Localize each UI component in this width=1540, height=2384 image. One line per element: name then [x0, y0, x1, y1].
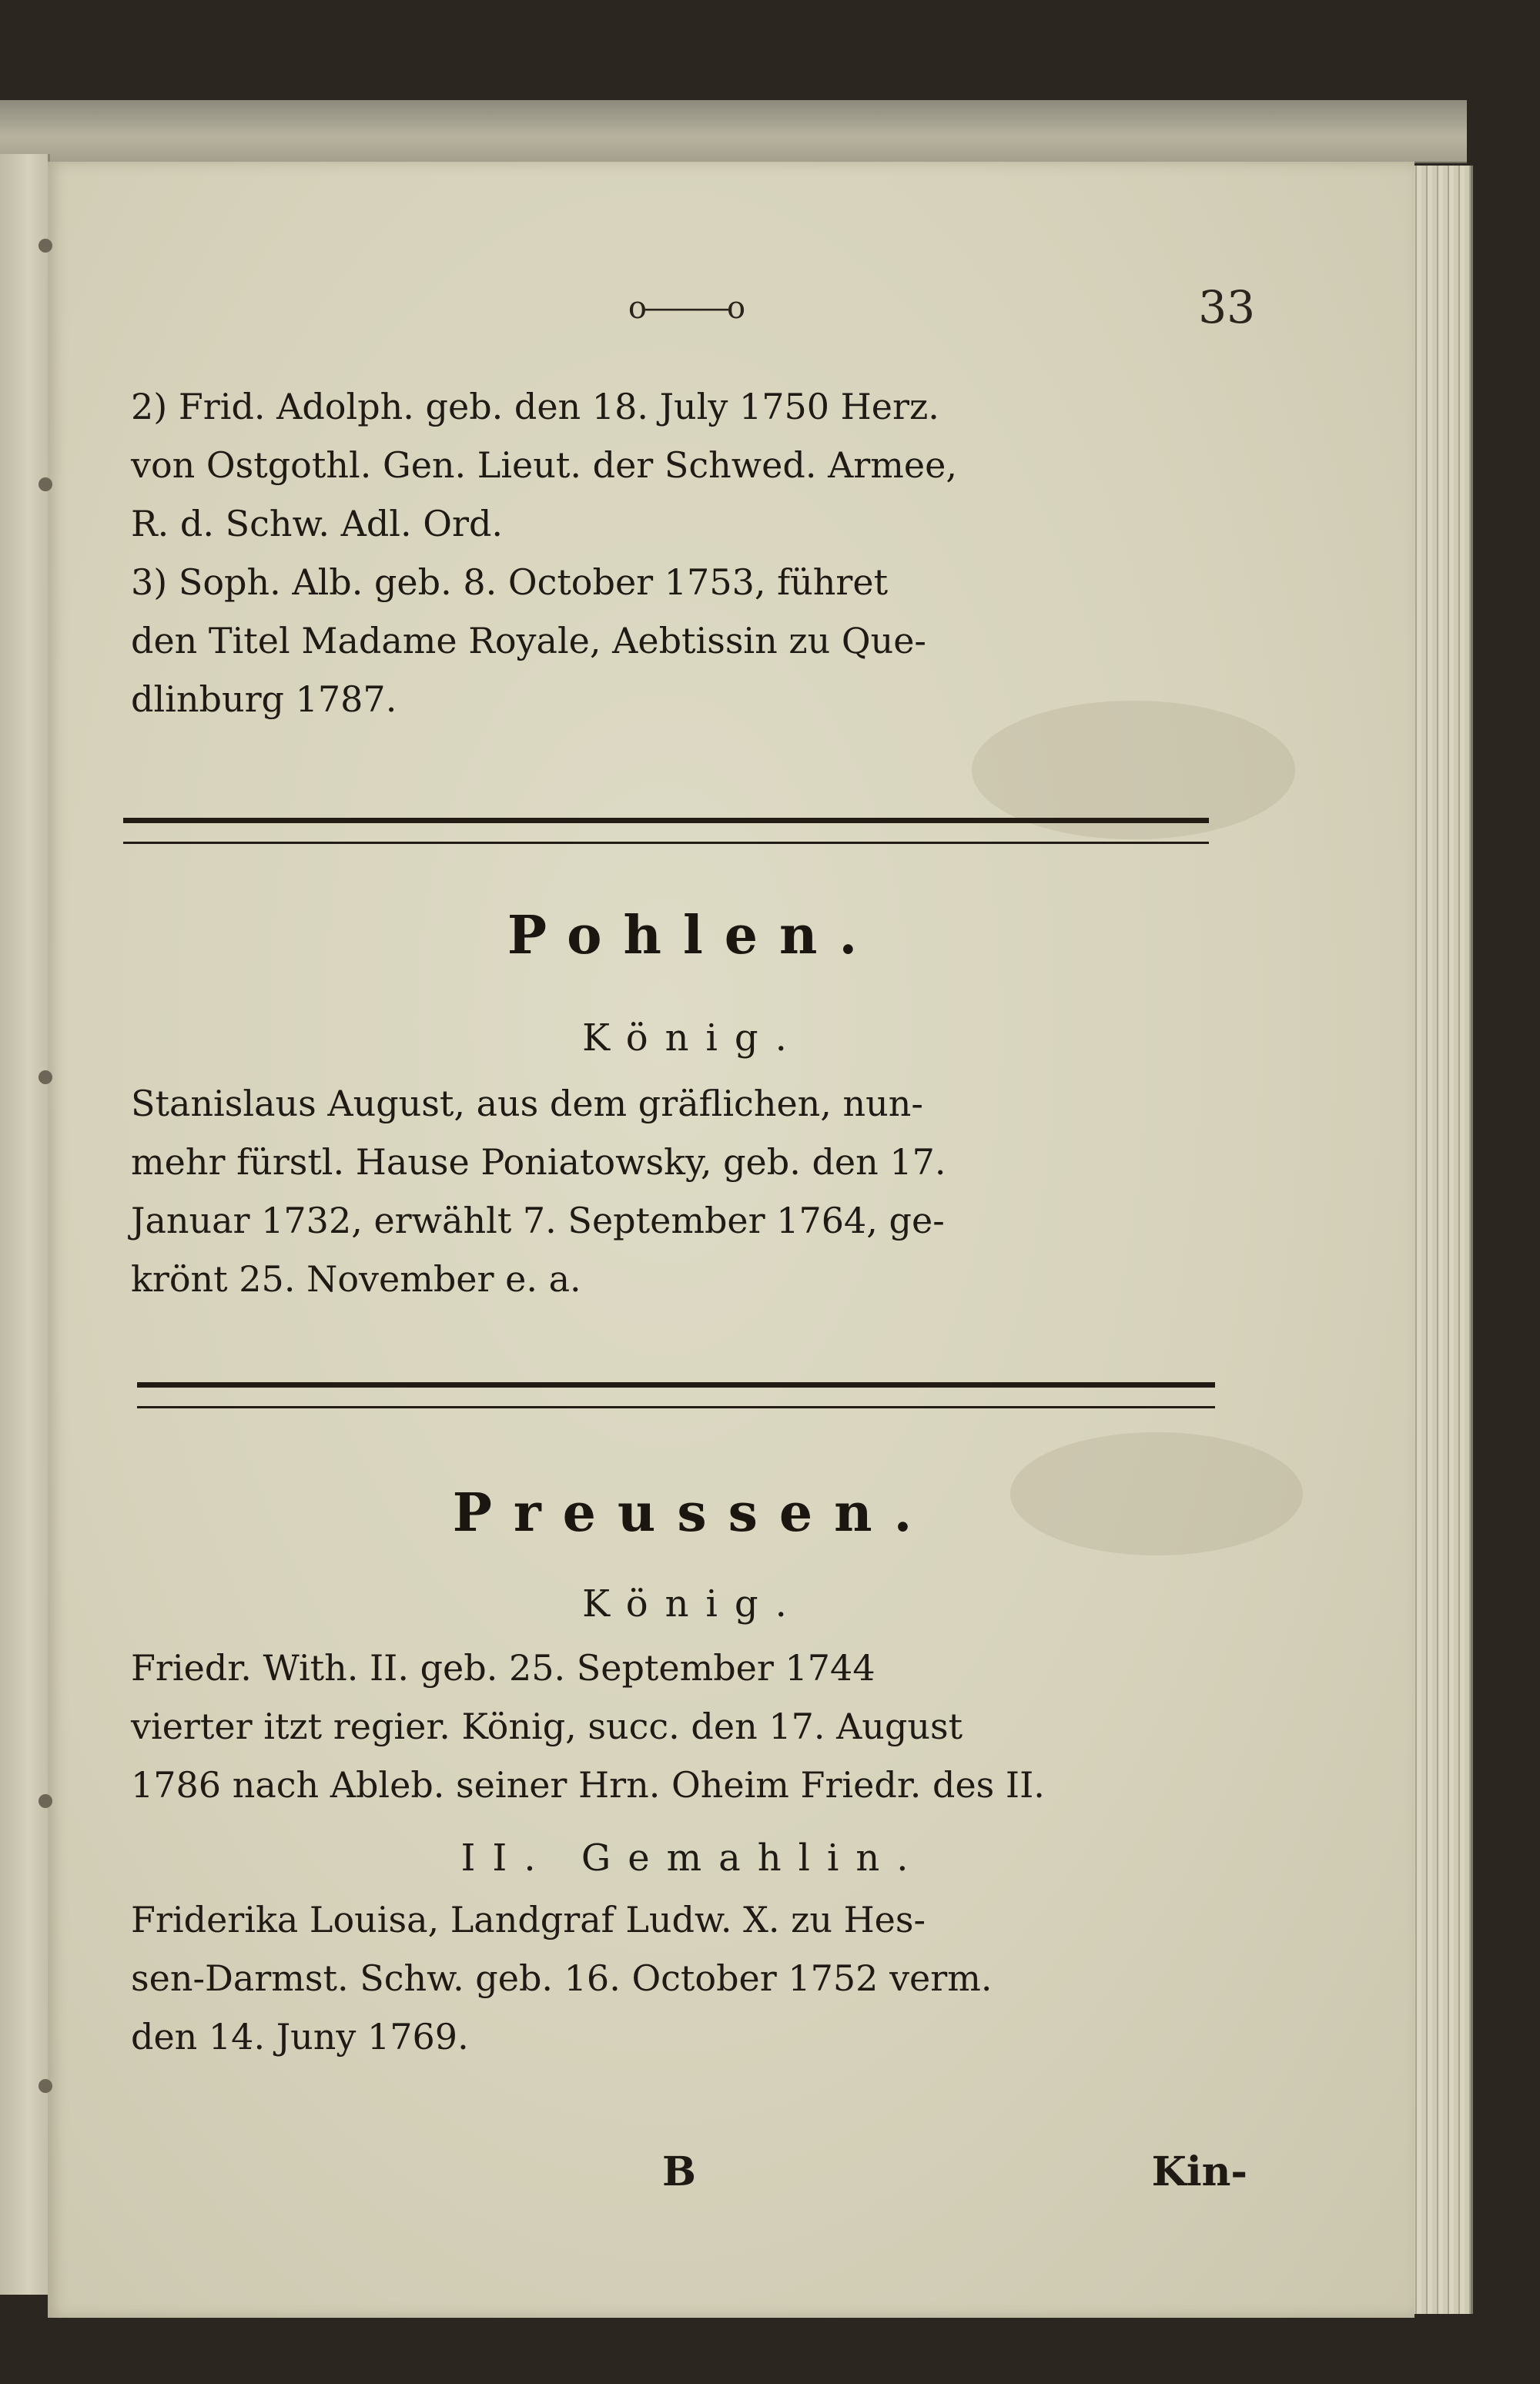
binding-hole	[38, 2079, 52, 2093]
text-line: mehr fürstl. Hause Poniatowsky, geb. den 17.	[131, 1141, 946, 1183]
page-footer	[131, 2148, 1255, 2210]
text-line: Friderika Louisa, Landgraf Ludw. X. zu Hes-	[131, 1899, 926, 1940]
text-line: sen-Darmst. Schw. geb. 16. October 1752 verm.	[131, 1957, 993, 1999]
binding-hole	[38, 1070, 52, 1084]
text-line: den Titel Madame Royale, Aebtissin zu Que-	[131, 620, 926, 661]
text-line: Stanislaus August, aus dem gräflichen, nun-	[131, 1083, 923, 1124]
book-gutter	[0, 154, 50, 2295]
page-header	[131, 281, 1255, 343]
signature-mark: B	[662, 2148, 696, 2195]
section-divider	[137, 1382, 1215, 1408]
page-number: 33	[1198, 281, 1255, 333]
page-stack-edge	[1411, 166, 1473, 2314]
prussia-king-entry	[131, 1639, 1255, 1814]
section-title-poland: Pohlen.	[507, 905, 879, 966]
catchword: Kin-	[1151, 2148, 1247, 2195]
sweden-children-entries	[131, 377, 1255, 728]
text-line: vierter itzt regier. König, succ. den 17. August	[131, 1706, 963, 1747]
prussia-spouse-entry	[131, 1890, 1255, 2066]
text-line: Januar 1732, erwählt 7. September 1764, ge-	[131, 1200, 945, 1241]
text-line: Friedr. With. II. geb. 25. September 1744	[131, 1647, 875, 1689]
text-line: 3) Soph. Alb. geb. 8. October 1753, führet	[131, 561, 889, 603]
poland-king-entry	[131, 1074, 1255, 1308]
binding-hole	[38, 239, 52, 253]
header-ornament: o———o	[628, 290, 743, 326]
text-line: 1786 nach Ableb. seiner Hrn. Oheim Friedr. des II.	[131, 1764, 1045, 1806]
section-title-prussia: Preussen.	[452, 1482, 934, 1544]
text-line: dlinburg 1787.	[131, 678, 397, 720]
book-top-edge	[0, 100, 1467, 163]
text-line: R. d. Schw. Adl. Ord.	[131, 503, 504, 544]
subheading-king-poland: König.	[582, 1016, 804, 1060]
text-line: von Ostgothl. Gen. Lieut. der Schwed. Armee,	[131, 444, 957, 486]
text-line: den 14. Juny 1769.	[131, 2016, 469, 2058]
text-line: krönt 25. November e. a.	[131, 1258, 581, 1300]
subheading-spouse: II. Gemahlin.	[460, 1837, 926, 1880]
binding-hole	[38, 477, 52, 491]
section-divider	[123, 818, 1209, 844]
subheading-king-prussia: König.	[582, 1582, 804, 1626]
binding-hole	[38, 1794, 52, 1808]
text-line: 2) Frid. Adolph. geb. den 18. July 1750 Herz.	[131, 386, 939, 427]
